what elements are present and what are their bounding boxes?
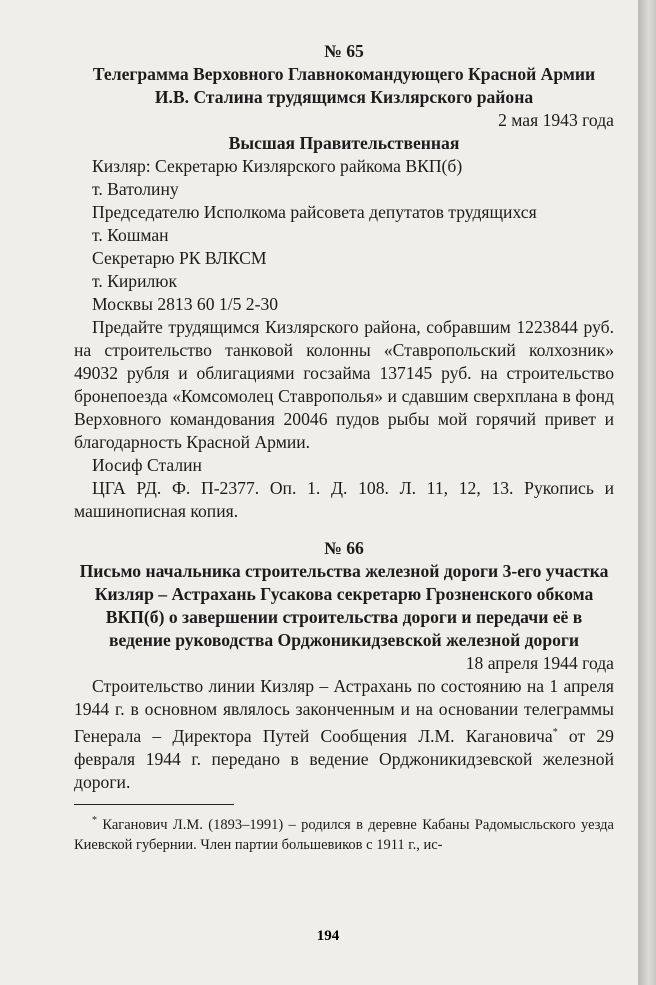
section-gap <box>74 523 614 537</box>
footnote-mark: * <box>92 814 97 826</box>
document-65-body: Предайте трудящимся Кизлярского района, собравшим 1223844 руб. на строительство танковой колонны «Ставропольский колхозник» 49032 рубля и облигациями госзайма 137145 руб. на строительство бронепоезда «Комсомолец Ставрополья» и сдавшим сверхплана в фонд Верховного командования 20046 пудов рыбы мой горячий привет и благодарность Красной Армии. <box>74 317 614 452</box>
document-65-date: 2 мая 1943 года <box>498 110 614 130</box>
address-line: т. Кошман <box>92 225 169 245</box>
footnote-text: Каганович Л.М. (1893–1991) – родился в деревне Кабаны Радомысльского уезда Киевской губернии. Член партии большевиков с 1911 г., ис- <box>74 816 614 853</box>
document-65-number: № 65 <box>324 41 364 61</box>
address-line: т. Ватолину <box>92 179 179 199</box>
document-65-source: ЦГА РД. Ф. П-2377. Оп. 1. Д. 108. Л. 11, 12, 13. Рукопись и машинописная копия. <box>74 478 614 521</box>
address-line: т. Кирилюк <box>92 271 177 291</box>
document-66-title: Письмо начальника строительства железной дороги 3-его участка Кизляр – Астрахань Гусакова секретарю Грозненского обкома ВКП(б) о завершении строительства дороги и передачи её в ведение руководства Орджоникидзевской железной дороги <box>79 561 609 650</box>
page-content <box>74 40 614 855</box>
page-number: 194 <box>316 928 340 944</box>
book-binding <box>638 0 656 985</box>
document-65-signature: Иосиф Сталин <box>92 455 202 475</box>
address-line: Секретарю РК ВЛКСМ <box>92 248 267 268</box>
body-text-part: Строительство линии Кизляр – Астрахань по состоянию на 1 апреля 1944 г. в основном являлось законченным и на основании телеграммы Генерала – Директора Путей Сообщения Л.М. Кагановича <box>74 676 614 746</box>
document-66-body <box>74 675 614 794</box>
body-text-part: от 29 февраля 1944 г. передано в ведение Орджоникидзевской железной дороги. <box>74 725 614 792</box>
document-66-date: 18 апреля 1944 года <box>465 653 614 673</box>
document-65-title: Телеграмма Верховного Главнокомандующего Красной Армии И.В. Сталина трудящимся Кизлярского района <box>92 64 596 107</box>
address-line: Председателю Исполкома райсовета депутатов трудящихся <box>92 202 537 222</box>
footnote <box>74 811 614 855</box>
footnote-marker: * <box>552 727 558 738</box>
document-66-number: № 66 <box>324 538 364 558</box>
address-line: Кизляр: Секретарю Кизлярского райкома ВКП(б) <box>92 156 463 176</box>
address-line: Москвы 2813 60 1/5 2-30 <box>92 294 279 314</box>
footnote-divider <box>74 804 234 805</box>
document-65-heading: Высшая Правительственная <box>228 133 460 153</box>
